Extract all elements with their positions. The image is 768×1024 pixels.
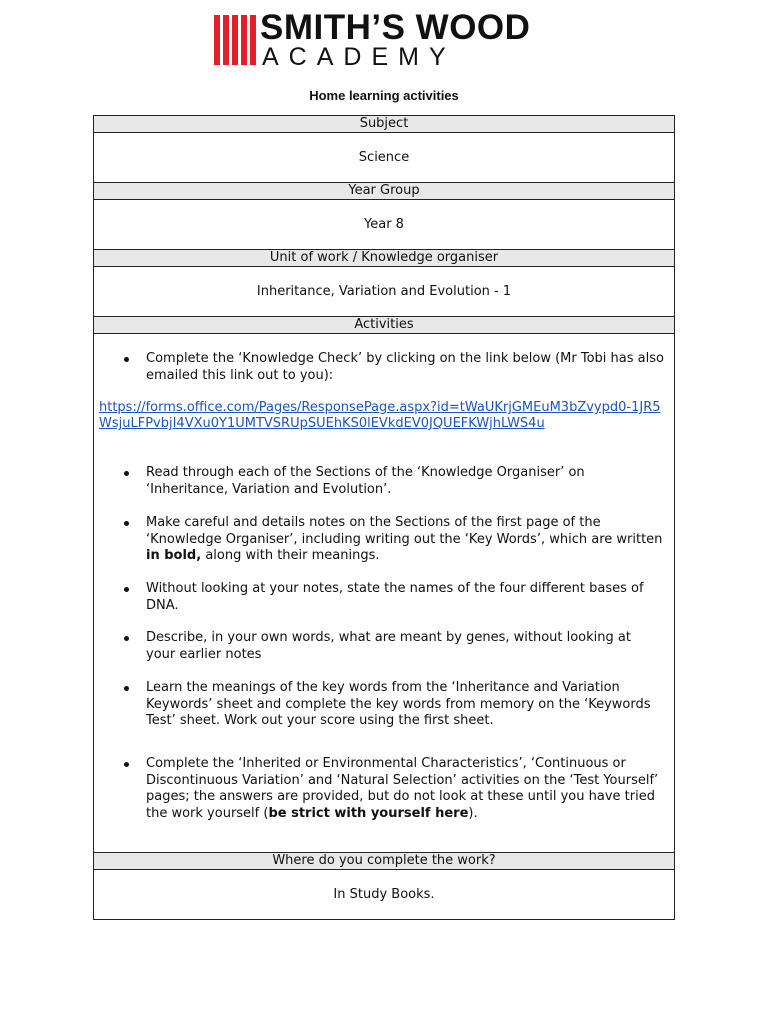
knowledge-check-link[interactable]: https://forms.office.com/Pages/ResponsePage.aspx?id=tWaUKrjGMEuM3bZvypd0-1JR5WsjuLFPvbjI4VXu0Y1UMTVSRUpSUEhKS0lEVkdEV0JQUEFKWjhLWS4u <box>99 400 661 431</box>
document-title: Home learning activities <box>309 88 459 103</box>
activity-item-read-sections: Read through each of the Sections of the ‘Knowledge Organiser’ on ‘Inheritance, Variation and Evolution’. <box>146 465 664 498</box>
activity-item-test-yourself: Complete the ‘Inherited or Environmental Characteristics’, ‘Continuous or Discontinuous Variation’ and ‘Natural Selection’ activities on the ‘Test Yourself’ pages; the answers are provided, but do not look at these until you have tried the work yourself (be strict with yourself here). <box>146 756 664 822</box>
activities-list <box>94 334 674 853</box>
year-group-value: Year 8 <box>94 200 674 250</box>
logo-stripes <box>214 15 258 65</box>
unit-header: Unit of work / Knowledge organiser <box>94 250 674 267</box>
activities-table <box>93 115 675 920</box>
year-group-header: Year Group <box>94 183 674 200</box>
activity-item-genes: Describe, in your own words, what are meant by genes, without looking at your earlier notes <box>146 630 664 663</box>
subject-header: Subject <box>94 116 674 133</box>
school-logo <box>214 8 554 71</box>
logo-school-name: SMITH’S WOOD <box>260 8 531 47</box>
activity-item-notes: Make careful and details notes on the Sections of the first page of the ‘Knowledge Organiser’, including writing out the ‘Key Words’, which are written in bold, along with their meanings. <box>146 515 663 563</box>
activities-header: Activities <box>94 317 674 334</box>
unit-value: Inheritance, Variation and Evolution - 1 <box>94 267 674 317</box>
activity-item-knowledge-check: Complete the ‘Knowledge Check’ by clicking on the link below (Mr Tobi has also emailed this link out to you): <box>146 351 664 383</box>
where-header: Where do you complete the work? <box>94 853 674 870</box>
activity-item-keywords: Learn the meanings of the key words from the ‘Inheritance and Variation Keywords’ sheet and complete the key words from memory on the ‘Keywords Test’ sheet. Work out your score using the first sheet. <box>146 680 664 730</box>
subject-value: Science <box>94 133 674 183</box>
activity-item-dna-bases: Without looking at your notes, state the names of the four different bases of DNA. <box>146 581 664 614</box>
logo-academy: ACADEMY <box>262 43 456 71</box>
where-value: In Study Books. <box>333 887 435 902</box>
